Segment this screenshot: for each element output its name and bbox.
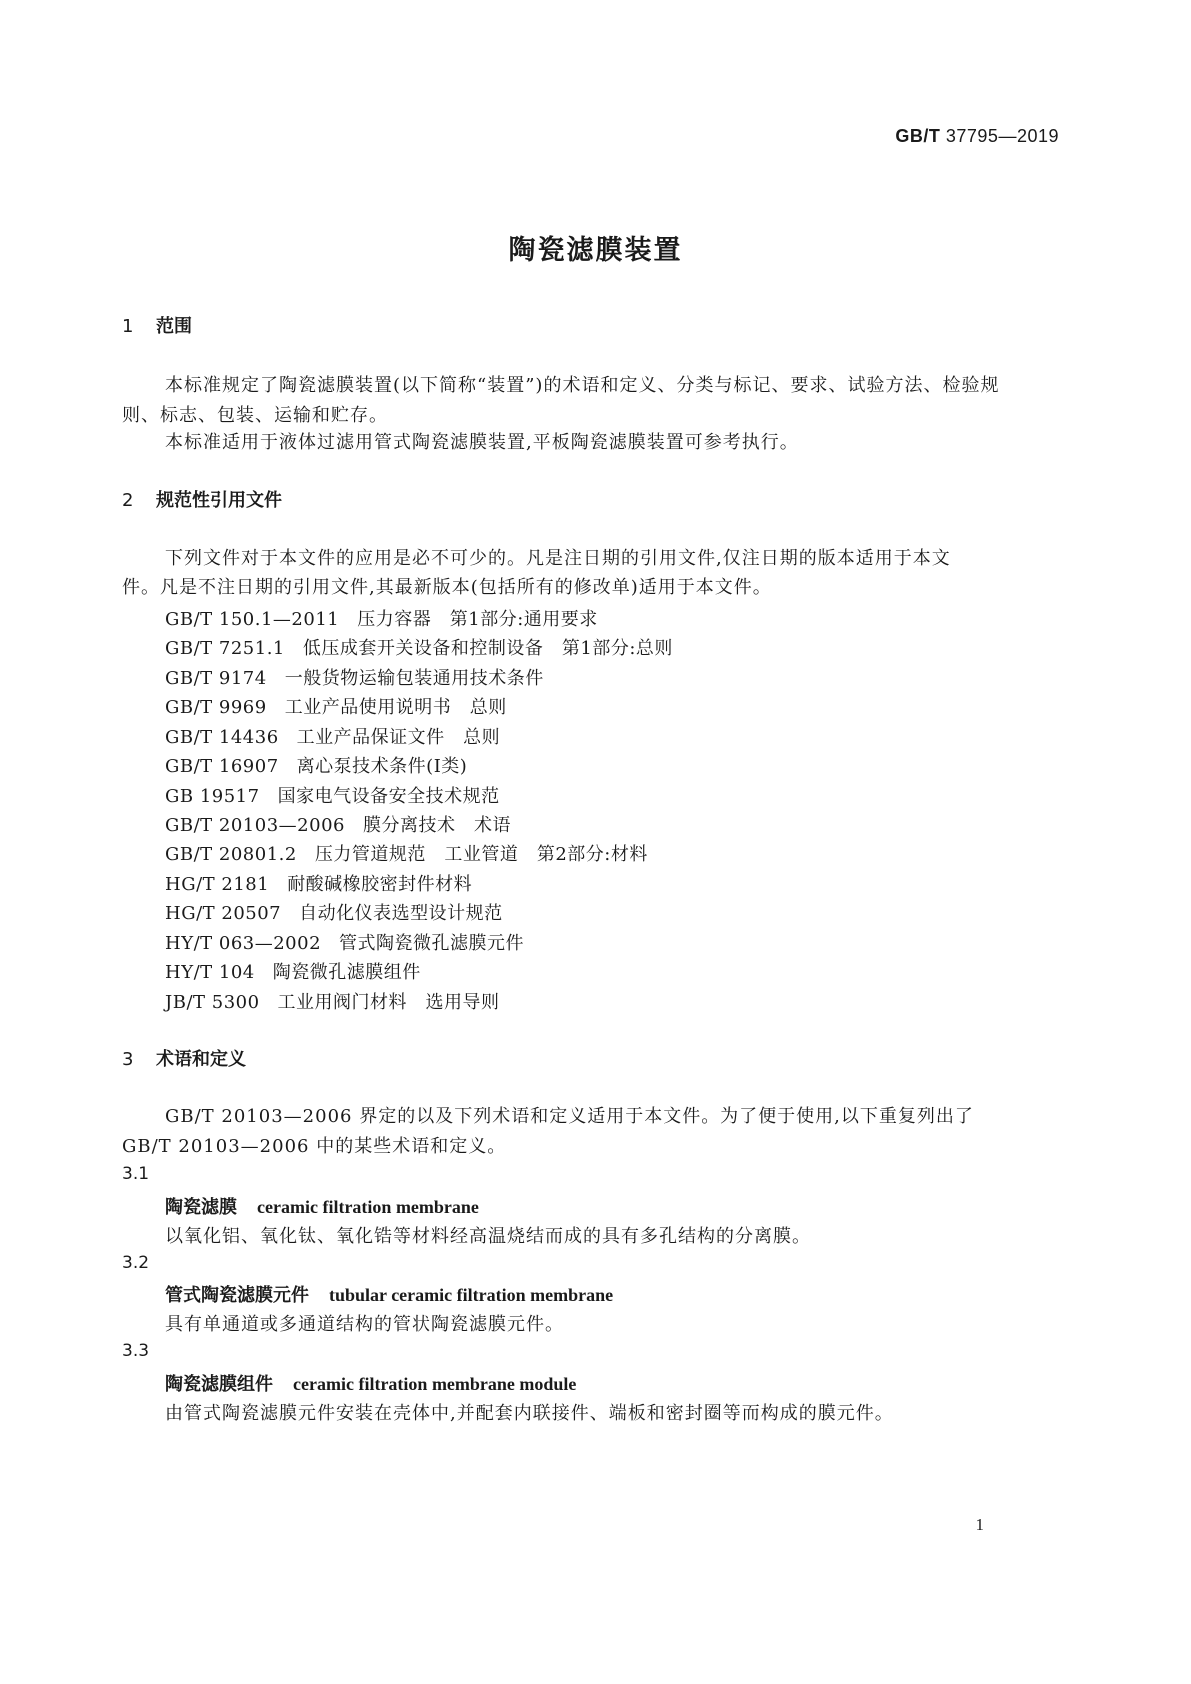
reference-title: 工业用阀门材料 选用导则 [277, 992, 500, 1013]
section-title: 术语和定义 [156, 1049, 246, 1070]
section-3-para-1-line-1: GB/T 20103—2006 界定的以及下列术语和定义适用于本文件。为了便于使用,以下重复列出了 [165, 1106, 974, 1127]
reference-title: 耐酸碱橡胶密封件材料 [287, 874, 473, 895]
term-english: ceramic filtration membrane [257, 1197, 479, 1217]
reference-code: HY/T 063—2002 [165, 933, 322, 954]
reference-item [165, 605, 598, 631]
reference-code: GB/T 16907 [165, 756, 279, 777]
reference-title: 膜分离技术 术语 [362, 815, 511, 836]
reference-code: GB/T 20801.2 [165, 844, 297, 865]
section-3-para-1-line-2: GB/T 20103—2006 中的某些术语和定义。 [122, 1136, 507, 1157]
term-definition: 具有单通道或多通道结构的管状陶瓷滤膜元件。 [165, 1314, 564, 1335]
reference-title: 压力容器 第1部分:通用要求 [357, 609, 598, 630]
term-chinese: 陶瓷滤膜 [165, 1197, 237, 1218]
reference-item [165, 693, 507, 719]
section-number: 2 [122, 490, 134, 511]
section-number: 3 [122, 1049, 134, 1070]
reference-item [165, 811, 511, 837]
section-1-para-2: 本标准适用于液体过滤用管式陶瓷滤膜装置,平板陶瓷滤膜装置可参考执行。 [165, 432, 799, 453]
reference-title: 陶瓷微孔滤膜组件 [272, 962, 421, 983]
section-3-heading [122, 1045, 246, 1071]
term-definition: 以氧化铝、氧化钛、氧化锆等材料经高温烧结而成的具有多孔结构的分离膜。 [165, 1226, 811, 1247]
reference-code: HG/T 2181 [165, 874, 270, 895]
section-1-para-1-line-1: 本标准规定了陶瓷滤膜装置(以下简称“装置”)的术语和定义、分类与标记、要求、试验方法、检验规 [165, 375, 1000, 396]
reference-item [165, 634, 673, 660]
term-heading [165, 1370, 576, 1396]
reference-code: GB/T 150.1—2011 [165, 609, 340, 630]
reference-item [165, 958, 421, 984]
reference-item [165, 723, 500, 749]
reference-item [165, 870, 472, 896]
term-english: ceramic filtration membrane module [293, 1374, 577, 1394]
term-number: 3.1 [122, 1164, 150, 1184]
term-number: 3.2 [122, 1253, 150, 1273]
reference-title: 工业产品使用说明书 总则 [284, 697, 507, 718]
reference-item [165, 752, 467, 778]
reference-code: GB/T 14436 [165, 727, 279, 748]
section-2-heading [122, 486, 282, 512]
reference-item [165, 988, 500, 1014]
section-1-para-1-line-2: 则、标志、包装、运输和贮存。 [122, 405, 388, 426]
section-2-para-1-line-1: 下列文件对于本文件的应用是必不可少的。凡是注日期的引用文件,仅注日期的版本适用于本文 [165, 548, 951, 569]
reference-item [165, 782, 500, 808]
reference-code: GB 19517 [165, 786, 260, 807]
standard-prefix: GB/T [895, 126, 941, 146]
term-heading [165, 1193, 479, 1219]
reference-code: HG/T 20507 [165, 903, 282, 924]
reference-item [165, 929, 524, 955]
section-number: 1 [122, 316, 134, 337]
reference-code: JB/T 5300 [165, 992, 260, 1013]
term-chinese: 陶瓷滤膜组件 [165, 1374, 273, 1395]
reference-title: 管式陶瓷微孔滤膜元件 [339, 933, 525, 954]
reference-title: 低压成套开关设备和控制设备 第1部分:总则 [302, 638, 673, 659]
reference-code: GB/T 20103—2006 [165, 815, 345, 836]
reference-title: 工业产品保证文件 总则 [296, 727, 501, 748]
reference-title: 压力管道规范 工业管道 第2部分:材料 [314, 844, 648, 865]
reference-code: GB/T 7251.1 [165, 638, 285, 659]
reference-code: GB/T 9174 [165, 668, 267, 689]
reference-title: 离心泵技术条件(Ⅰ类) [296, 756, 468, 777]
section-2-para-1-line-2: 件。凡是不注日期的引用文件,其最新版本(包括所有的修改单)适用于本文件。 [122, 577, 772, 598]
reference-code: HY/T 104 [165, 962, 255, 983]
reference-item [165, 840, 648, 866]
section-title: 规范性引用文件 [156, 490, 282, 511]
reference-item [165, 664, 544, 690]
term-definition: 由管式陶瓷滤膜元件安装在壳体中,并配套内联接件、端板和密封圈等而构成的膜元件。 [165, 1403, 894, 1424]
document-title: 陶瓷滤膜装置 [508, 235, 683, 266]
term-chinese: 管式陶瓷滤膜元件 [165, 1285, 309, 1306]
reference-code: GB/T 9969 [165, 697, 267, 718]
term-heading [165, 1281, 613, 1307]
section-1-heading [122, 312, 192, 338]
page-number: 1 [975, 1515, 984, 1534]
standard-code: 37795—2019 [945, 126, 1059, 146]
reference-title: 国家电气设备安全技术规范 [277, 786, 500, 807]
standard-number [895, 126, 1059, 147]
reference-item [165, 899, 503, 925]
reference-title: 自动化仪表选型设计规范 [299, 903, 503, 924]
reference-title: 一般货物运输包装通用技术条件 [284, 668, 544, 689]
term-english: tubular ceramic filtration membrane [329, 1285, 614, 1305]
section-title: 范围 [156, 316, 192, 337]
term-number: 3.3 [122, 1341, 150, 1361]
